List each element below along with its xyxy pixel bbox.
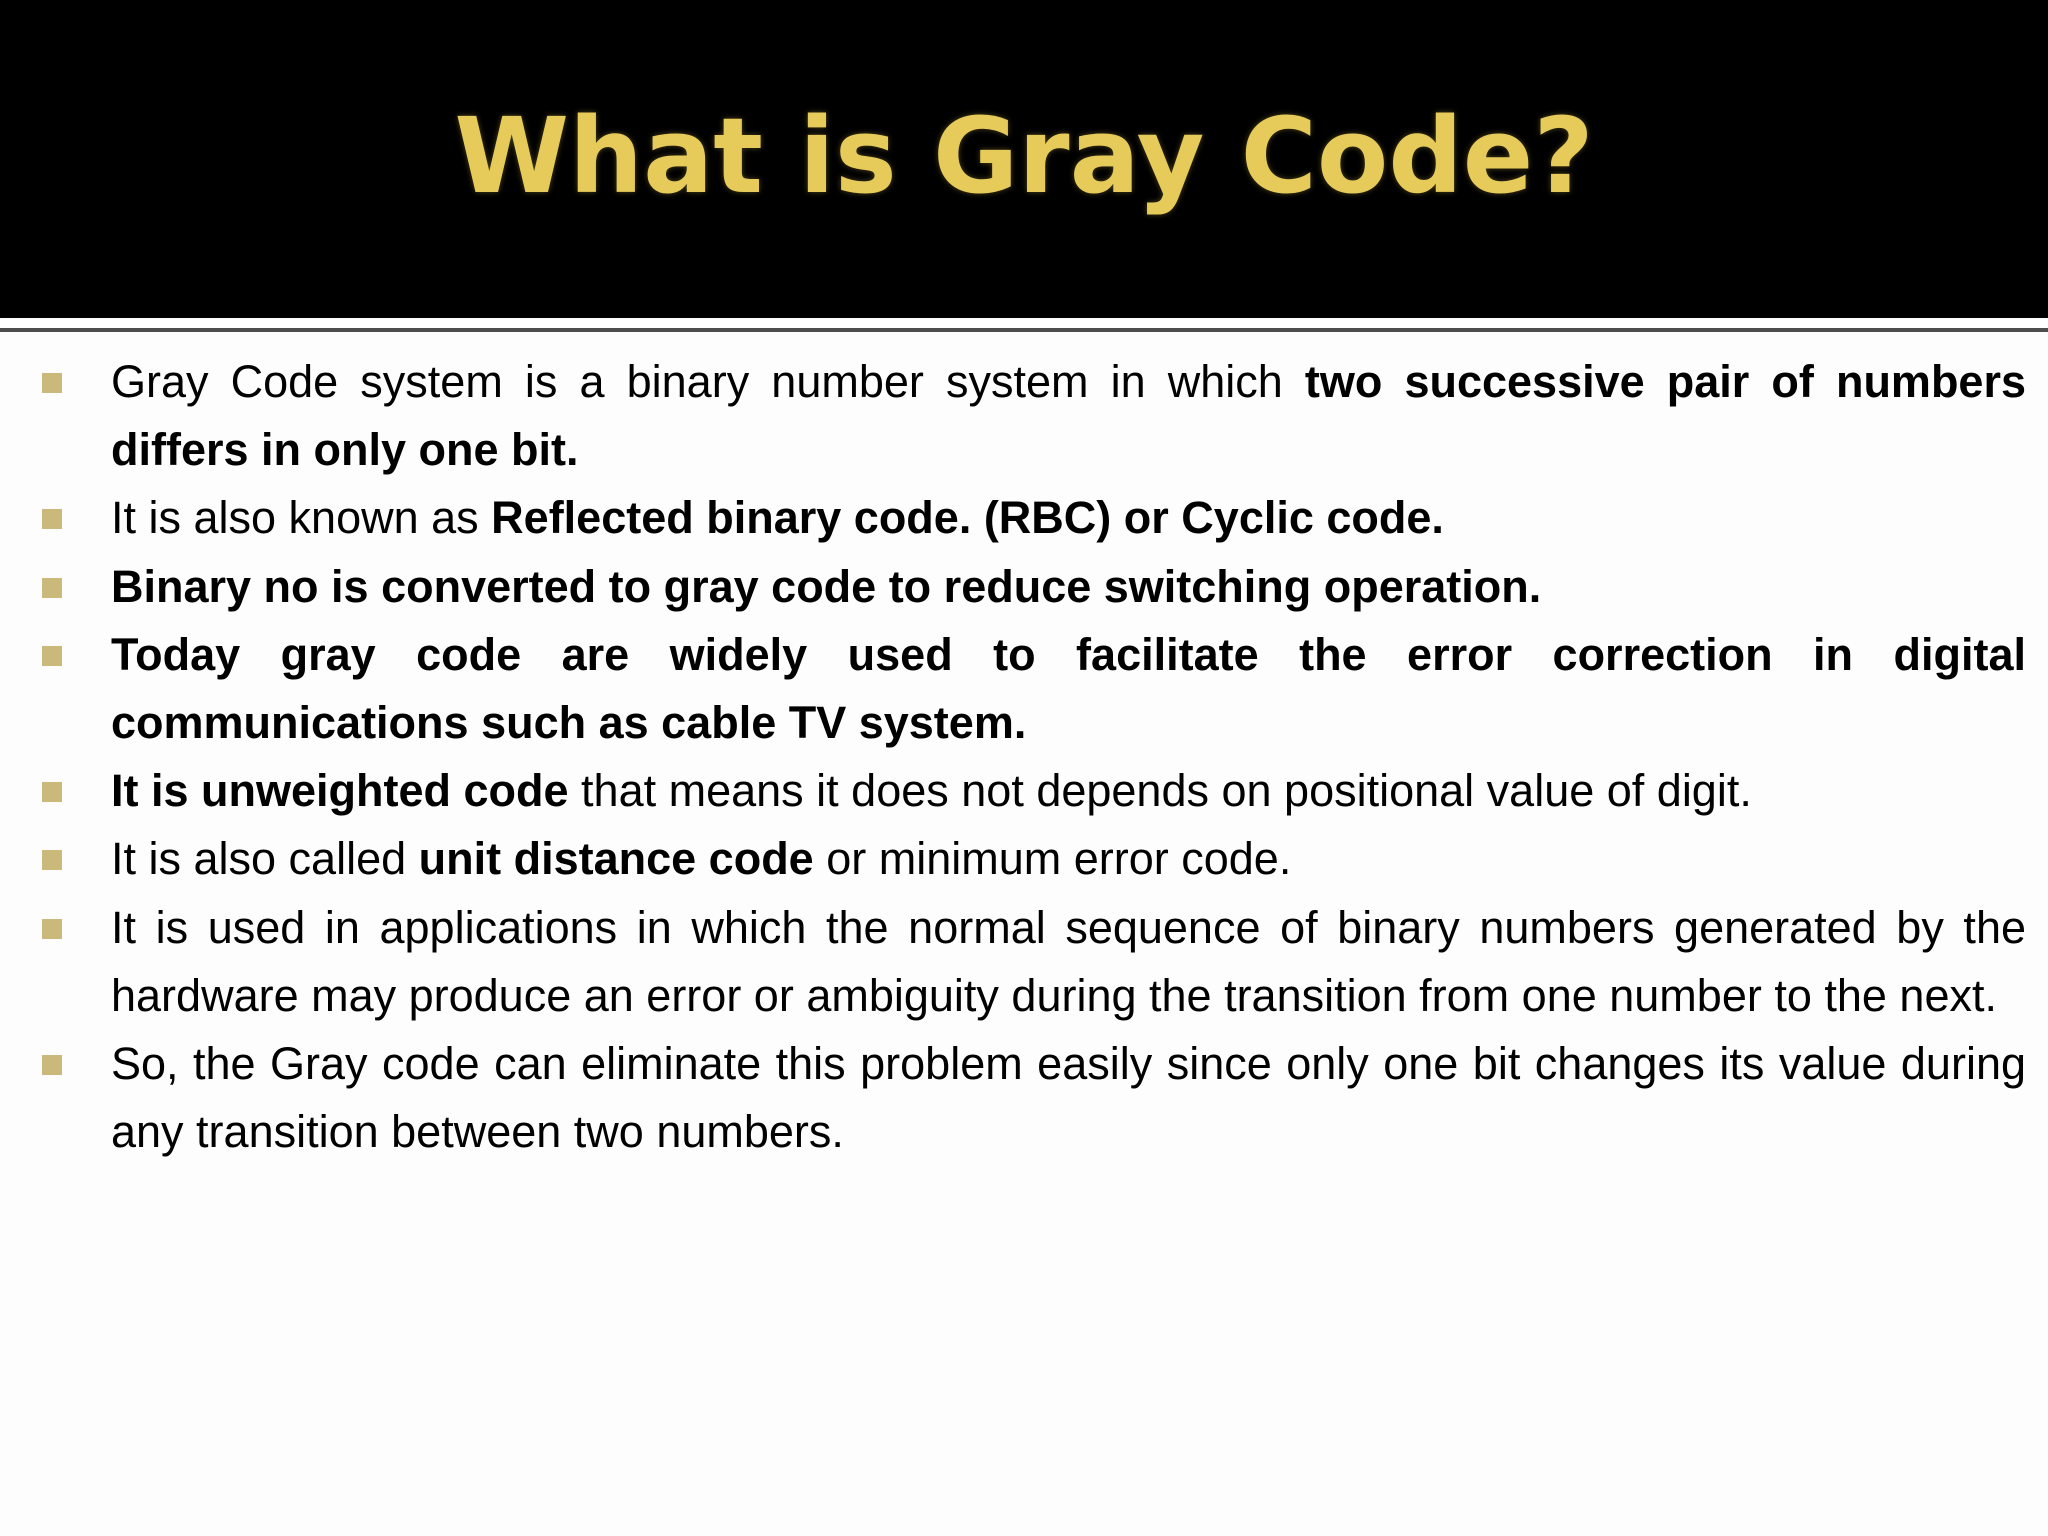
bullet-8-plain: So, the Gray code can eliminate this problem easily since only one bit changes its value during any transition between two numbers. xyxy=(111,1038,2026,1158)
bullet-list xyxy=(0,348,2048,1166)
bullet-item-4 xyxy=(0,621,2048,757)
bullet-3-bold: Binary no is converted to gray code to reduce switching operation. xyxy=(111,560,1542,612)
bullet-text-8 xyxy=(111,1030,2026,1166)
bullet-item-1 xyxy=(0,348,2048,484)
bullet-6-plain-end: or minimum error code. xyxy=(813,833,1292,885)
bullet-5-plain: that means it does not depends on positional value of digit. xyxy=(568,765,1752,817)
square-bullet-icon xyxy=(42,509,62,529)
bullet-text-7 xyxy=(111,894,2026,1030)
bullet-2-bold: Reflected binary code. (RBC) or Cyclic code. xyxy=(491,492,1444,544)
bullet-1-plain: Gray Code system is a binary number system in which xyxy=(111,356,1305,407)
bullet-5-bold: It is unweighted code xyxy=(111,765,569,817)
bullet-item-7 xyxy=(0,894,2048,1030)
square-bullet-icon xyxy=(42,919,62,939)
slide-title: What is Gray Code? xyxy=(454,95,1594,217)
title-divider-light xyxy=(0,318,2048,328)
square-bullet-icon xyxy=(42,782,62,802)
title-bar xyxy=(0,0,2048,318)
bullet-item-5 xyxy=(0,757,2048,825)
bullet-text-3 xyxy=(111,553,2026,621)
bullet-item-6 xyxy=(0,825,2048,893)
bullet-4-bold: Today gray code are widely used to facilitate the error correction in digital communications such as cable TV system. xyxy=(111,628,2026,749)
square-bullet-icon xyxy=(42,578,62,598)
square-bullet-icon xyxy=(42,646,62,666)
bullet-item-2 xyxy=(0,484,2048,552)
bullet-item-3 xyxy=(0,553,2048,621)
bullet-text-6 xyxy=(111,825,2026,893)
bullet-item-8 xyxy=(0,1030,2048,1166)
bullet-text-4 xyxy=(111,621,2026,757)
bullet-1-bold: two successive pair of numbers differs in only one bit. xyxy=(111,356,2027,476)
bullet-text-5 xyxy=(111,757,2026,825)
square-bullet-icon xyxy=(42,850,62,870)
square-bullet-icon xyxy=(42,1055,62,1075)
bullet-7-plain: It is used in applications in which the normal sequence of binary numbers generated by the hardware may produce an error or ambiguity during the transition from one number to the next. xyxy=(111,901,2026,1021)
bullet-6-bold: unit distance code xyxy=(418,833,814,885)
bullet-text-1 xyxy=(111,348,2026,484)
square-bullet-icon xyxy=(42,373,62,393)
bullet-text-2 xyxy=(111,484,2026,552)
bullet-6-plain-start: It is also called xyxy=(111,833,419,885)
title-divider-dark xyxy=(0,328,2048,332)
bullet-2-plain: It is also known as xyxy=(111,492,492,544)
